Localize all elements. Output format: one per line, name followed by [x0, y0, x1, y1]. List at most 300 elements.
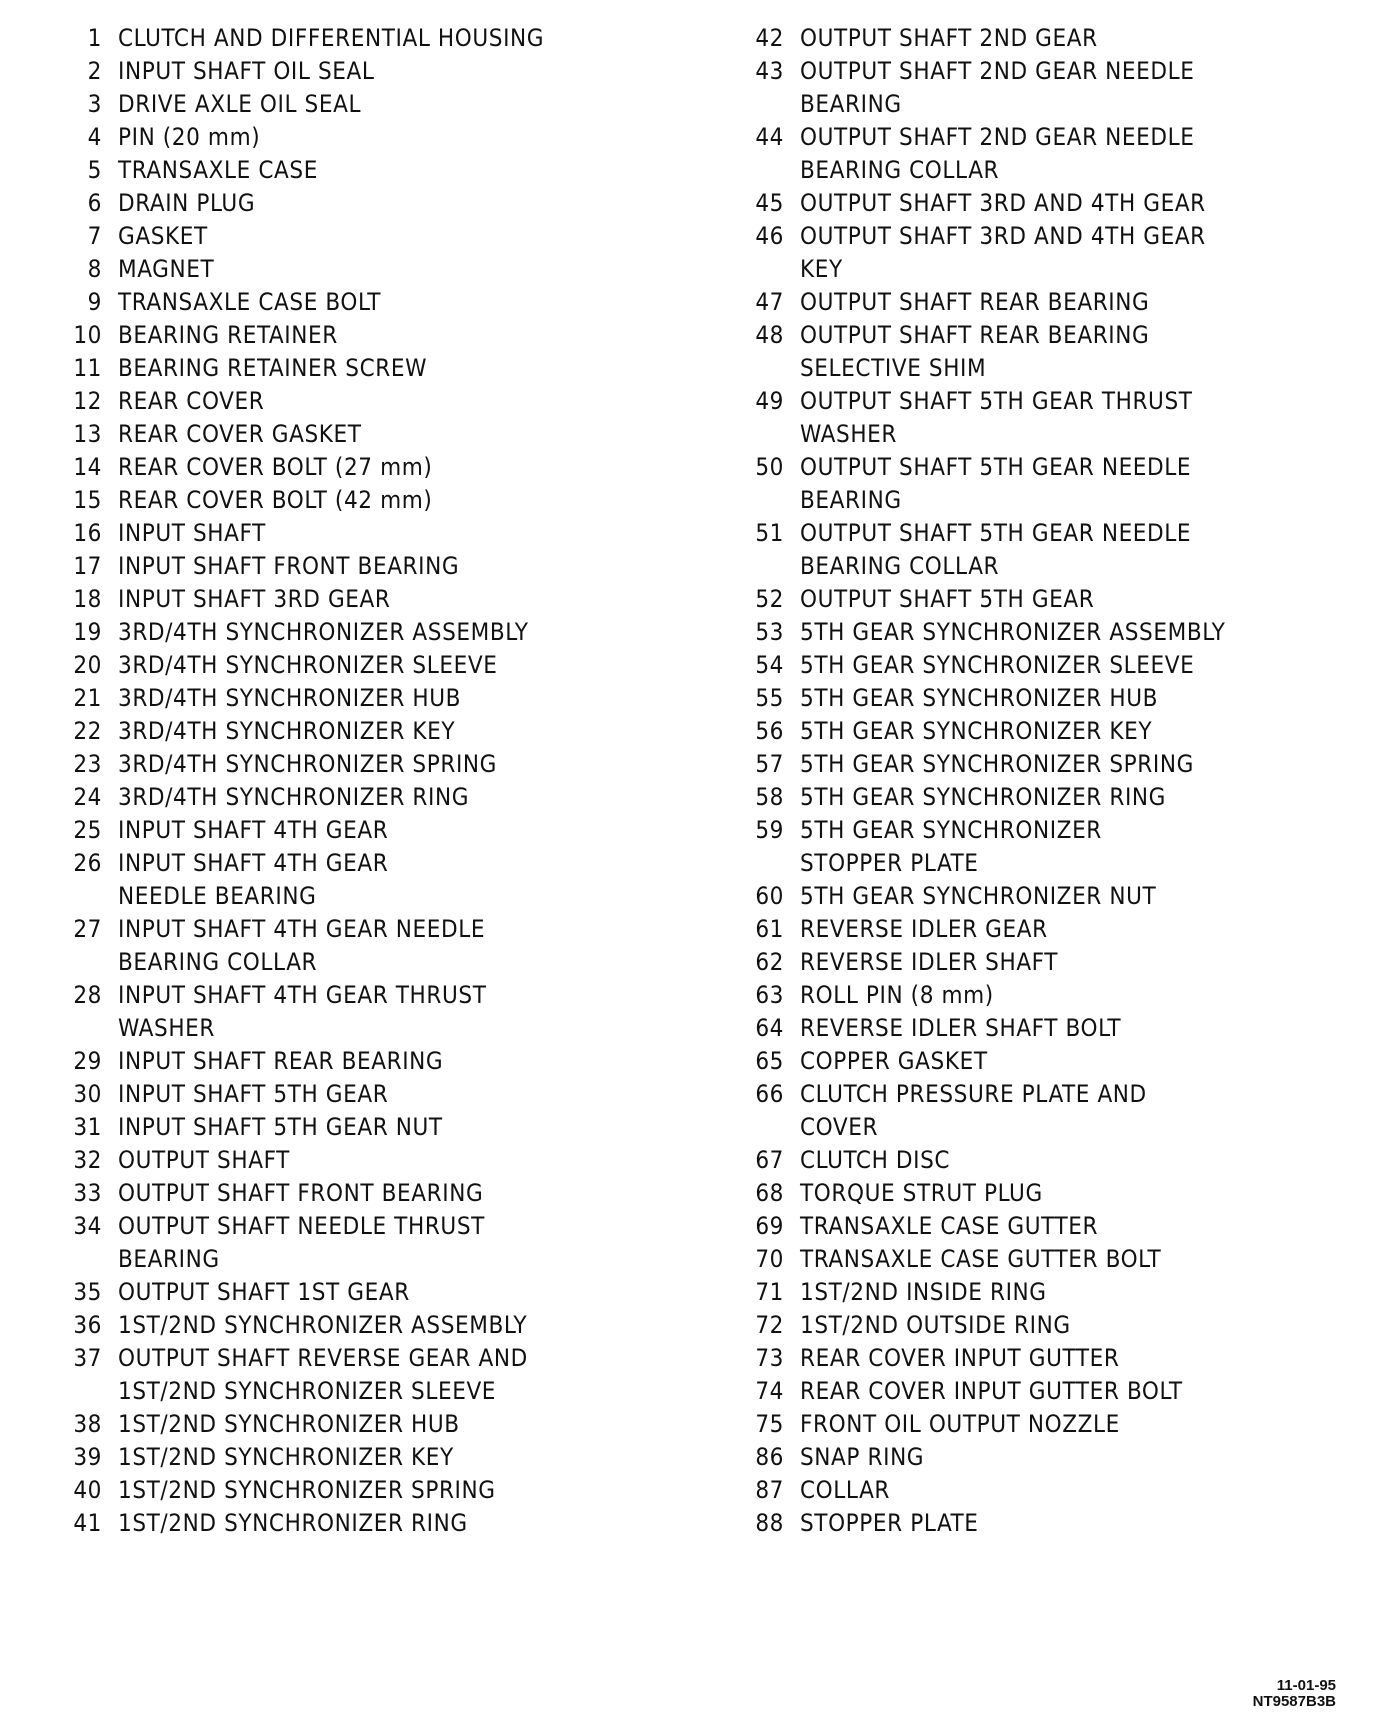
legend-item	[48, 1111, 688, 1144]
legend-item-label	[118, 1441, 454, 1474]
legend-item-number: 41	[73, 1509, 102, 1537]
legend-item-number: 20	[73, 651, 102, 679]
legend-item-label-line: INPUT SHAFT REAR BEARING	[118, 1047, 444, 1075]
legend-item-label-line: 5TH GEAR SYNCHRONIZER HUB	[800, 684, 1159, 712]
legend-item-number: 25	[73, 816, 102, 844]
legend-item	[730, 814, 1370, 880]
legend-item-label-line: OUTPUT SHAFT 5TH GEAR	[800, 585, 1095, 613]
legend-item-number: 86	[755, 1443, 784, 1471]
legend-item	[730, 1276, 1370, 1309]
legend-item-label	[800, 913, 1048, 946]
legend-item-label	[118, 451, 432, 484]
legend-item-number: 6	[87, 189, 102, 217]
legend-item-label-line: OUTPUT SHAFT REAR BEARING	[800, 288, 1150, 316]
legend-item	[48, 451, 688, 484]
legend-item-number: 21	[73, 684, 102, 712]
legend-item-label	[800, 649, 1194, 682]
legend-column-right	[730, 22, 1370, 1540]
legend-item	[48, 484, 688, 517]
legend-item	[48, 1177, 688, 1210]
legend-item-number: 49	[755, 387, 784, 415]
legend-item-number: 23	[73, 750, 102, 778]
legend-item-label-line: KEY	[800, 255, 843, 283]
legend-item-label-line: DRAIN PLUG	[118, 189, 256, 217]
legend-item-label	[118, 715, 455, 748]
legend-item	[730, 781, 1370, 814]
legend-item-number: 17	[73, 552, 102, 580]
legend-item	[730, 1045, 1370, 1078]
legend-item-label-line: 3RD/4TH SYNCHRONIZER RING	[118, 783, 470, 811]
legend-item-label-line: BEARING RETAINER	[118, 321, 338, 349]
legend-item-label-line: 5TH GEAR SYNCHRONIZER	[800, 816, 1102, 844]
legend-item-number: 44	[755, 123, 784, 151]
legend-item-number: 42	[755, 24, 784, 52]
legend-item-label-line: 1ST/2ND SYNCHRONIZER ASSEMBLY	[118, 1311, 528, 1339]
legend-item-number: 56	[755, 717, 784, 745]
legend-item	[730, 748, 1370, 781]
legend-item-label-line: REAR COVER INPUT GUTTER	[800, 1344, 1120, 1372]
legend-item-label-line: REAR COVER BOLT (27 mm)	[118, 453, 433, 481]
legend-item-label	[800, 220, 1206, 286]
legend-item	[730, 880, 1370, 913]
legend-item-label	[118, 682, 461, 715]
legend-item	[48, 1408, 688, 1441]
legend-item-label-line: INPUT SHAFT OIL SEAL	[118, 57, 375, 85]
legend-item-number: 2	[87, 57, 102, 85]
legend-item	[730, 1144, 1370, 1177]
legend-item-label-line: INPUT SHAFT 3RD GEAR	[118, 585, 391, 613]
legend-item-number: 9	[87, 288, 102, 316]
legend-item-label	[800, 946, 1058, 979]
legend-item-number: 38	[73, 1410, 102, 1438]
legend-item-label	[118, 55, 375, 88]
legend-item	[730, 1210, 1370, 1243]
legend-item-label	[118, 1144, 290, 1177]
legend-item-label	[118, 1309, 527, 1342]
legend-item	[730, 979, 1370, 1012]
legend-item	[730, 385, 1370, 451]
legend-item-number: 30	[73, 1080, 102, 1108]
legend-item-number: 15	[73, 486, 102, 514]
legend-item-label-line: DRIVE AXLE OIL SEAL	[118, 90, 362, 118]
legend-item-label-line: 3RD/4TH SYNCHRONIZER SPRING	[118, 750, 497, 778]
legend-item-label-line: 1ST/2ND SYNCHRONIZER RING	[118, 1509, 468, 1537]
legend-item-label	[800, 1375, 1183, 1408]
legend-item-label-line: OUTPUT SHAFT	[118, 1146, 290, 1174]
legend-item	[48, 418, 688, 451]
legend-item-label-line: WASHER	[800, 420, 897, 448]
legend-item-label-line: TORQUE STRUT PLUG	[800, 1179, 1043, 1207]
legend-item-label	[800, 979, 994, 1012]
legend-item-number: 57	[755, 750, 784, 778]
legend-item	[730, 1012, 1370, 1045]
legend-item	[48, 649, 688, 682]
legend-item	[730, 649, 1370, 682]
legend-item	[730, 913, 1370, 946]
legend-item-number: 40	[73, 1476, 102, 1504]
legend-item-label-line: REAR COVER GASKET	[118, 420, 362, 448]
legend-item-label-line: COVER	[800, 1113, 879, 1141]
legend-item-label-line: 1ST/2ND SYNCHRONIZER SPRING	[118, 1476, 496, 1504]
legend-item-label-line: BEARING COLLAR	[118, 948, 318, 976]
legend-item-label	[800, 682, 1158, 715]
legend-item-label	[800, 880, 1156, 913]
legend-item	[730, 1177, 1370, 1210]
legend-item-number: 39	[73, 1443, 102, 1471]
legend-item-number: 68	[755, 1179, 784, 1207]
legend-item-label	[800, 1507, 979, 1540]
legend-item-label	[800, 1474, 890, 1507]
legend-item-number: 48	[755, 321, 784, 349]
legend-item-label-line: OUTPUT SHAFT REAR BEARING	[800, 321, 1150, 349]
legend-item-number: 65	[755, 1047, 784, 1075]
legend-item	[730, 1441, 1370, 1474]
legend-item-label-line: 1ST/2ND SYNCHRONIZER HUB	[118, 1410, 460, 1438]
legend-item-label-line: INPUT SHAFT 4TH GEAR	[118, 849, 389, 877]
legend-item	[48, 847, 688, 913]
document-footer	[1253, 1678, 1336, 1710]
legend-item-label	[800, 1309, 1071, 1342]
legend-item-label-line: 3RD/4TH SYNCHRONIZER HUB	[118, 684, 462, 712]
legend-item-label-line: BEARING	[800, 90, 902, 118]
legend-item-label-line: INPUT SHAFT 4TH GEAR THRUST	[118, 981, 487, 1009]
legend-item-label-line: 5TH GEAR SYNCHRONIZER RING	[800, 783, 1167, 811]
footer-date: 11-01-95	[1276, 1677, 1336, 1694]
legend-item-label-line: TRANSAXLE CASE GUTTER BOLT	[800, 1245, 1162, 1273]
legend-item-label-line: 1ST/2ND OUTSIDE RING	[800, 1311, 1071, 1339]
legend-item-label-line: REAR COVER INPUT GUTTER BOLT	[800, 1377, 1183, 1405]
legend-item	[730, 1243, 1370, 1276]
legend-item-label	[118, 1474, 496, 1507]
legend-item	[48, 1342, 688, 1408]
legend-item-label	[118, 814, 388, 847]
legend-item-number: 88	[755, 1509, 784, 1537]
legend-item	[730, 121, 1370, 187]
legend-item-number: 11	[73, 354, 102, 382]
legend-item-label-line: 3RD/4TH SYNCHRONIZER KEY	[118, 717, 456, 745]
legend-item-label	[800, 583, 1094, 616]
legend-item-label	[800, 517, 1191, 583]
legend-item-label	[800, 814, 1102, 880]
legend-item-label-line: COLLAR	[800, 1476, 891, 1504]
legend-item-number: 35	[73, 1278, 102, 1306]
legend-item-label	[800, 748, 1194, 781]
legend-item-number: 43	[755, 57, 784, 85]
legend-item-label	[800, 781, 1166, 814]
legend-item	[730, 517, 1370, 583]
legend-item-label	[118, 913, 485, 979]
legend-item	[730, 55, 1370, 121]
legend-item	[730, 1342, 1370, 1375]
legend-item-label-line: BEARING COLLAR	[800, 552, 1000, 580]
legend-item-label	[800, 1243, 1161, 1276]
legend-item-label-line: CLUTCH AND DIFFERENTIAL HOUSING	[118, 24, 545, 52]
legend-item	[48, 352, 688, 385]
legend-item-label-line: ROLL PIN (8 mm)	[800, 981, 994, 1009]
legend-item-label-line: 5TH GEAR SYNCHRONIZER SPRING	[800, 750, 1194, 778]
legend-item	[48, 319, 688, 352]
legend-item-number: 52	[755, 585, 784, 613]
legend-item-label-line: BEARING	[800, 486, 902, 514]
legend-item	[48, 616, 688, 649]
legend-item-label	[118, 286, 381, 319]
legend-item	[730, 319, 1370, 385]
legend-item	[730, 451, 1370, 517]
legend-item-label	[118, 583, 391, 616]
legend-item-label-line: STOPPER PLATE	[800, 849, 979, 877]
legend-item-label-line: REVERSE IDLER SHAFT	[800, 948, 1059, 976]
legend-item	[48, 88, 688, 121]
legend-item-label-line: NEEDLE BEARING	[118, 882, 317, 910]
legend-item	[730, 187, 1370, 220]
legend-item-label	[118, 649, 497, 682]
legend-item	[48, 814, 688, 847]
legend-item-label	[800, 1012, 1121, 1045]
legend-item-label	[118, 517, 266, 550]
legend-item	[730, 583, 1370, 616]
legend-item-number: 3	[87, 90, 102, 118]
legend-item	[730, 1309, 1370, 1342]
legend-item-number: 50	[755, 453, 784, 481]
legend-item	[48, 253, 688, 286]
legend-item	[48, 1441, 688, 1474]
legend-item-label-line: 3RD/4TH SYNCHRONIZER ASSEMBLY	[118, 618, 529, 646]
legend-item-label	[800, 1210, 1098, 1243]
legend-item	[730, 616, 1370, 649]
legend-item-label-line: OUTPUT SHAFT 5TH GEAR THRUST	[800, 387, 1193, 415]
legend-item-label-line: OUTPUT SHAFT 1ST GEAR	[118, 1278, 410, 1306]
legend-item-number: 16	[73, 519, 102, 547]
legend-item-number: 87	[755, 1476, 784, 1504]
legend-column-left	[48, 22, 688, 1540]
legend-item	[48, 1309, 688, 1342]
legend-item-label-line: INPUT SHAFT FRONT BEARING	[118, 552, 460, 580]
legend-item-label-line: MAGNET	[118, 255, 215, 283]
legend-item-label-line: OUTPUT SHAFT 5TH GEAR NEEDLE	[800, 453, 1192, 481]
legend-item-label-line: COPPER GASKET	[800, 1047, 988, 1075]
legend-item-label-line: SELECTIVE SHIM	[800, 354, 987, 382]
legend-item-label	[800, 1342, 1119, 1375]
legend-item	[730, 22, 1370, 55]
legend-item	[730, 220, 1370, 286]
legend-item-number: 4	[87, 123, 102, 151]
legend-item-label-line: OUTPUT SHAFT 3RD AND 4TH GEAR	[800, 222, 1206, 250]
legend-item-label-line: REVERSE IDLER SHAFT BOLT	[800, 1014, 1122, 1042]
legend-item-number: 62	[755, 948, 784, 976]
legend-item-label-line: INPUT SHAFT 4TH GEAR	[118, 816, 389, 844]
legend-item-label-line: BEARING RETAINER SCREW	[118, 354, 428, 382]
legend-item-label-line: OUTPUT SHAFT FRONT BEARING	[118, 1179, 484, 1207]
legend-item-number: 73	[755, 1344, 784, 1372]
legend-item	[48, 913, 688, 979]
legend-item	[48, 286, 688, 319]
legend-item-number: 66	[755, 1080, 784, 1108]
legend-item-number: 53	[755, 618, 784, 646]
legend-item	[48, 748, 688, 781]
legend-item-label	[800, 1408, 1120, 1441]
legend-item-number: 46	[755, 222, 784, 250]
legend-item-label	[118, 1045, 443, 1078]
legend-item-label	[800, 616, 1225, 649]
legend-item-label-line: REAR COVER BOLT (42 mm)	[118, 486, 433, 514]
footer-code: NT9587B3B	[1252, 1693, 1336, 1710]
legend-item-number: 70	[755, 1245, 784, 1273]
legend-item	[48, 1210, 688, 1276]
legend-item-number: 74	[755, 1377, 784, 1405]
legend-item-number: 34	[73, 1212, 102, 1240]
legend-item-label	[118, 319, 338, 352]
legend-item-label-line: BEARING	[118, 1245, 220, 1273]
legend-item-label	[800, 1177, 1043, 1210]
legend-item-number: 22	[73, 717, 102, 745]
legend-item-label	[118, 1210, 485, 1276]
legend-item-number: 47	[755, 288, 784, 316]
legend-item-label	[800, 22, 1098, 55]
legend-item-number: 24	[73, 783, 102, 811]
legend-item-number: 33	[73, 1179, 102, 1207]
legend-item	[48, 781, 688, 814]
legend-item-label-line: REAR COVER	[118, 387, 265, 415]
legend-item	[48, 1078, 688, 1111]
legend-item-number: 59	[755, 816, 784, 844]
legend-item-label	[800, 319, 1149, 385]
legend-item-number: 63	[755, 981, 784, 1009]
legend-item-label	[118, 1507, 468, 1540]
legend-item-label-line: INPUT SHAFT 5TH GEAR	[118, 1080, 389, 1108]
legend-item	[730, 286, 1370, 319]
legend-item-number: 12	[73, 387, 102, 415]
legend-item-number: 45	[755, 189, 784, 217]
legend-item-number: 58	[755, 783, 784, 811]
legend-item-label-line: SNAP RING	[800, 1443, 925, 1471]
legend-item-number: 71	[755, 1278, 784, 1306]
legend-item-label	[118, 1078, 388, 1111]
legend-item-label	[800, 1441, 924, 1474]
legend-item-label	[800, 1276, 1047, 1309]
legend-item-label	[118, 1111, 443, 1144]
legend-item-label-line: OUTPUT SHAFT 3RD AND 4TH GEAR	[800, 189, 1206, 217]
legend-item-number: 67	[755, 1146, 784, 1174]
legend-item-number: 19	[73, 618, 102, 646]
legend-item-label	[118, 979, 486, 1045]
legend-item-label	[118, 550, 459, 583]
legend-item-number: 29	[73, 1047, 102, 1075]
legend-item-label-line: 5TH GEAR SYNCHRONIZER NUT	[800, 882, 1157, 910]
legend-item-label	[118, 154, 318, 187]
legend-item-number: 27	[73, 915, 102, 943]
legend-item-number: 1	[87, 24, 102, 52]
legend-item-label	[800, 451, 1191, 517]
legend-item-label	[118, 253, 214, 286]
legend-item-label-line: BEARING COLLAR	[800, 156, 1000, 184]
legend-item-number: 31	[73, 1113, 102, 1141]
legend-item-number: 8	[87, 255, 102, 283]
legend-item-label	[118, 748, 497, 781]
legend-item	[48, 220, 688, 253]
legend-item-number: 61	[755, 915, 784, 943]
legend-item-label-line: OUTPUT SHAFT 2ND GEAR	[800, 24, 1098, 52]
legend-item-number: 18	[73, 585, 102, 613]
legend-item-label	[800, 55, 1195, 121]
legend-item	[730, 946, 1370, 979]
legend-item-label-line: PIN (20 mm)	[118, 123, 261, 151]
legend-item-label	[118, 1342, 528, 1408]
legend-item-label	[800, 121, 1195, 187]
legend-item	[48, 550, 688, 583]
legend-item-label-line: 5TH GEAR SYNCHRONIZER KEY	[800, 717, 1153, 745]
legend-item-label	[118, 1177, 483, 1210]
legend-item-label	[118, 88, 361, 121]
legend-item-label-line: WASHER	[118, 1014, 215, 1042]
legend-item-label-line: OUTPUT SHAFT 2ND GEAR NEEDLE	[800, 57, 1195, 85]
legend-item-label-line: GASKET	[118, 222, 208, 250]
legend-item	[48, 1045, 688, 1078]
legend-item-label	[118, 1276, 410, 1309]
legend-item-label-line: REVERSE IDLER GEAR	[800, 915, 1048, 943]
legend-item-label-line: TRANSAXLE CASE BOLT	[118, 288, 382, 316]
legend-item-number: 14	[73, 453, 102, 481]
legend-item-label	[118, 781, 469, 814]
legend-item-label	[118, 1408, 460, 1441]
legend-item-label-line: OUTPUT SHAFT REVERSE GEAR AND	[118, 1344, 528, 1372]
legend-item-label	[800, 715, 1152, 748]
legend-item-label-line: 1ST/2ND SYNCHRONIZER KEY	[118, 1443, 454, 1471]
legend-item-number: 55	[755, 684, 784, 712]
legend-item-number: 60	[755, 882, 784, 910]
legend-item	[730, 715, 1370, 748]
legend-item	[48, 715, 688, 748]
legend-item-label	[800, 187, 1206, 220]
legend-item	[48, 385, 688, 418]
legend-item	[48, 1474, 688, 1507]
legend-item-label-line: 1ST/2ND SYNCHRONIZER SLEEVE	[118, 1377, 497, 1405]
legend-item-label	[800, 286, 1149, 319]
legend-item-label-line: INPUT SHAFT	[118, 519, 266, 547]
legend-item-number: 28	[73, 981, 102, 1009]
legend-item-label	[118, 484, 432, 517]
legend-item	[730, 1507, 1370, 1540]
legend-item-label-line: CLUTCH DISC	[800, 1146, 951, 1174]
legend-item	[730, 1474, 1370, 1507]
legend-item-label-line: OUTPUT SHAFT 5TH GEAR NEEDLE	[800, 519, 1192, 547]
legend-item-number: 69	[755, 1212, 784, 1240]
legend-item-label	[118, 385, 264, 418]
legend-item	[48, 583, 688, 616]
legend-item	[730, 1078, 1370, 1144]
legend-item-label-line: 5TH GEAR SYNCHRONIZER ASSEMBLY	[800, 618, 1226, 646]
legend-item	[48, 187, 688, 220]
legend-item-number: 75	[755, 1410, 784, 1438]
legend-item-number: 64	[755, 1014, 784, 1042]
legend-item-label-line: TRANSAXLE CASE	[118, 156, 318, 184]
legend-item-label-line: 3RD/4TH SYNCHRONIZER SLEEVE	[118, 651, 498, 679]
legend-item	[48, 121, 688, 154]
legend-item-number: 54	[755, 651, 784, 679]
legend-item-label	[118, 121, 260, 154]
legend-item	[48, 517, 688, 550]
legend-item	[730, 1408, 1370, 1441]
legend-item	[48, 22, 688, 55]
legend-item-number: 26	[73, 849, 102, 877]
legend-item	[48, 1144, 688, 1177]
legend-item-label-line: STOPPER PLATE	[800, 1509, 979, 1537]
legend-item-number: 51	[755, 519, 784, 547]
legend-item	[48, 1276, 688, 1309]
legend-item-label	[800, 385, 1193, 451]
legend-item-label	[800, 1144, 950, 1177]
legend-item-number: 7	[87, 222, 102, 250]
legend-item-number: 13	[73, 420, 102, 448]
